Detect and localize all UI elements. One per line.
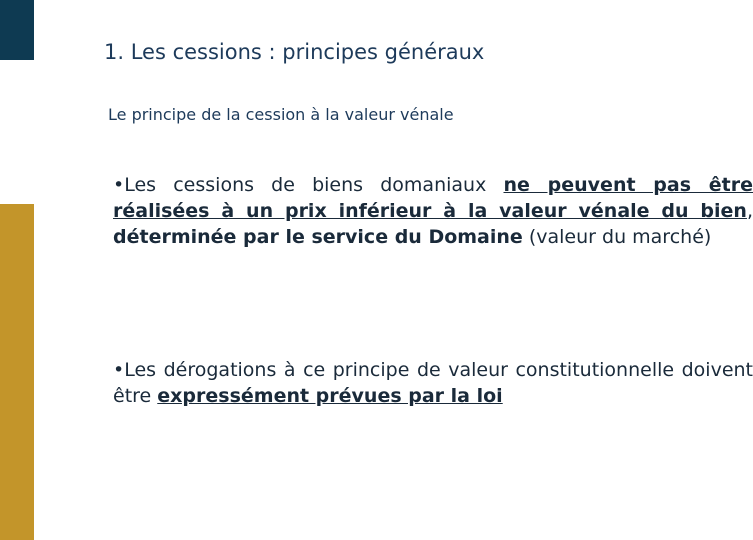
slide-title: 1. Les cessions : principes généraux <box>104 40 485 64</box>
bullet-marker: • <box>113 174 125 196</box>
bullet-cessions-valeur-venale <box>113 172 753 250</box>
bullet-text: , <box>746 200 753 222</box>
emphasis-underlined: ne peuvent pas être réalisées à un prix inférieur à la valeur vénale du bien <box>113 174 753 222</box>
decorative-side-bar <box>0 204 34 540</box>
slide-subtitle: Le principe de la cession à la valeur vénale <box>108 105 454 124</box>
emphasis-underlined: expressément prévues par la loi <box>157 385 503 407</box>
bullet-text: Les cessions de biens domaniaux <box>124 174 504 196</box>
decorative-top-bar <box>0 0 34 60</box>
bullet-derogations <box>113 357 753 409</box>
bullet-marker: • <box>113 359 125 381</box>
bullet-text: Les dérogations à ce principe de valeur constitutionnelle doivent être <box>113 359 753 407</box>
bullet-text: (valeur du marché) <box>522 226 712 248</box>
emphasis-bold: déterminée par le service du Domaine <box>113 226 523 248</box>
